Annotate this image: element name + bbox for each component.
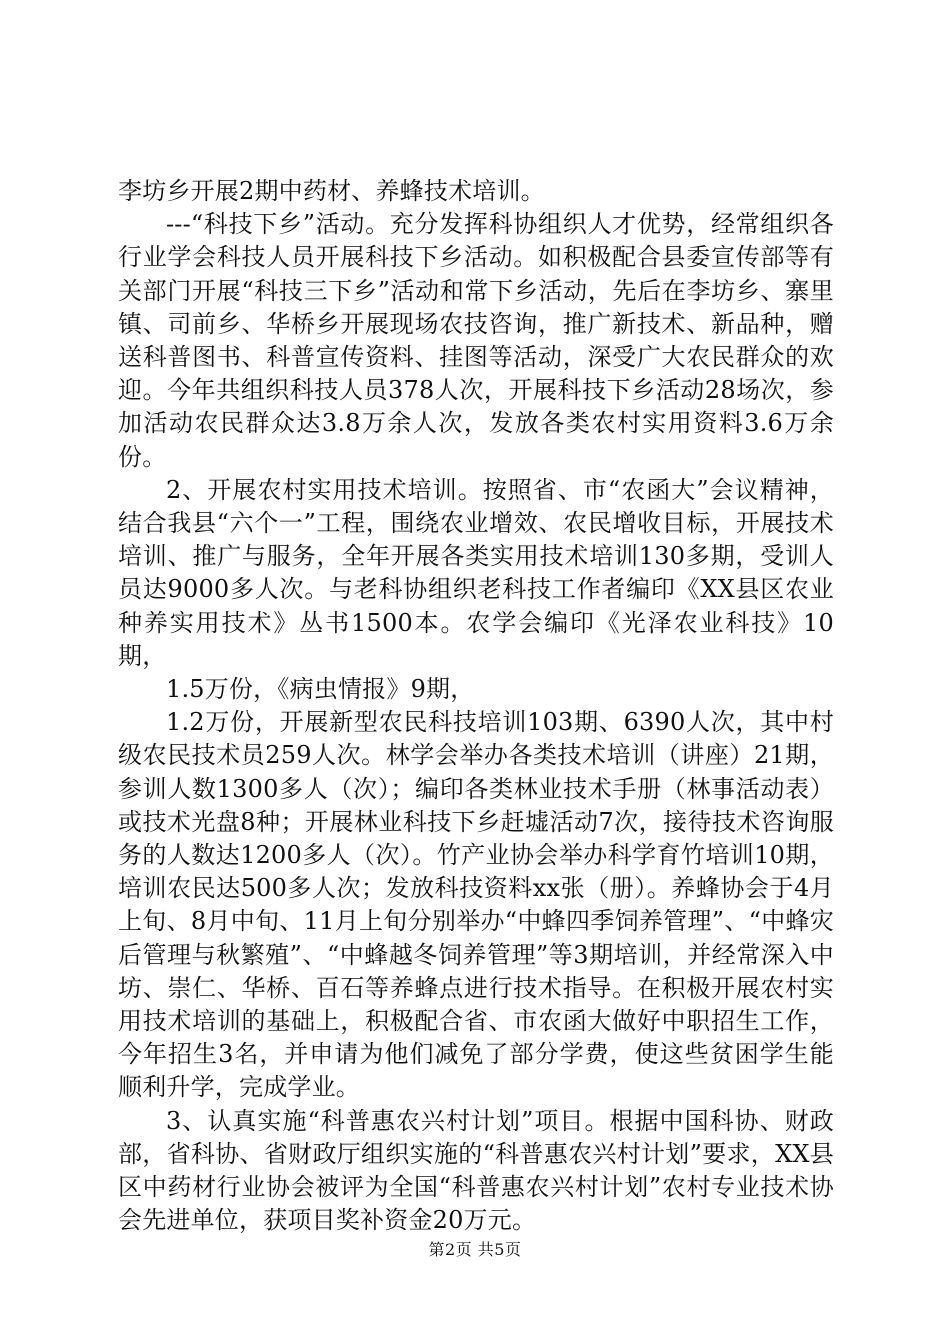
paragraph-pest-report: 1.5万份，《病虫情报》9期，	[166, 675, 475, 704]
paragraph-tech-to-countryside: ---“科技下乡”活动。充分发挥科协组织人才优势，经常组织各行业学会科技人员开展科技下乡活动。如积极配合县委宣传部等有关部门开展“科技三下乡”活动和常下乡活动，先后在李坊乡、寨里镇、司前乡、华桥乡开展现场农技咨询，推广新技术、新品种，赠送科普图书、科普宣传资料、挂图等活动，深受广大农民群众的欢迎。今年共组织科技人员378人次，开展科技下乡活动28场次，参加活动农民群众达3.8万余人次，发放各类农村实用资料3.6万余份。	[118, 210, 834, 471]
document-body	[118, 175, 834, 1238]
paragraph-continuation: 李坊乡开展2期中药材、养蜂技术培训。	[118, 177, 545, 205]
paragraph-rural-training: 2、开展农村实用技术培训。按照省、市“农函大”会议精神，结合我县“六个一”工程，围绕农业增效、农民增收目标，开展技术培训、推广与服务，全年开展各类实用技术培训130多期，受训人员达9000多人次。与老科协组织老科技工作者编印《XX县区农业种养实用技术》丛书1500本。农学会编印《光泽农业科技》10期，	[118, 475, 834, 670]
paragraph-farmer-training: 1.2万份，开展新型农民科技培训103期、6390人次，其中村级农民技术员259人次。林学会举办各类技术培训（讲座）21期，参训人数1300多人（次）；编印各类林业技术手册（林事活动表）或技术光盘8种；开展林业科技下乡赶墟活动7次，接待技术咨询服务的人数达1200多人（次）。竹产业协会举办科学育竹培训10期，培训农民达500多人次；发放科技资料xx张（册）。养蜂协会于4月上旬、8月中旬、11月上旬分别举办“中蜂四季饲养管理”、“中蜂灾后管理与秋繁殖”、“中蜂越冬饲养管理”等3期培训，并经常深入中坊、崇仁、华桥、百石等养蜂点进行技术指导。在积极开展农村实用技术培训的基础上，积极配合省、市农函大做好中职招生工作，今年招生3名，并申请为他们减免了部分学费，使这些贫困学生能顺利升学，完成学业。	[118, 708, 834, 1102]
page-number-footer: 第2页 共5页	[428, 1240, 522, 1259]
paragraph-science-popularization-plan: 3、认真实施“科普惠农兴村计划”项目。根据中国科协、财政部，省科协、省财政厅组织实施的“科普惠农兴村计划”要求，XX县区中药材行业协会被评为全国“科普惠农兴村计划”农村专业技术协会先进单位，获项目奖补资金20万元。	[118, 1106, 834, 1235]
